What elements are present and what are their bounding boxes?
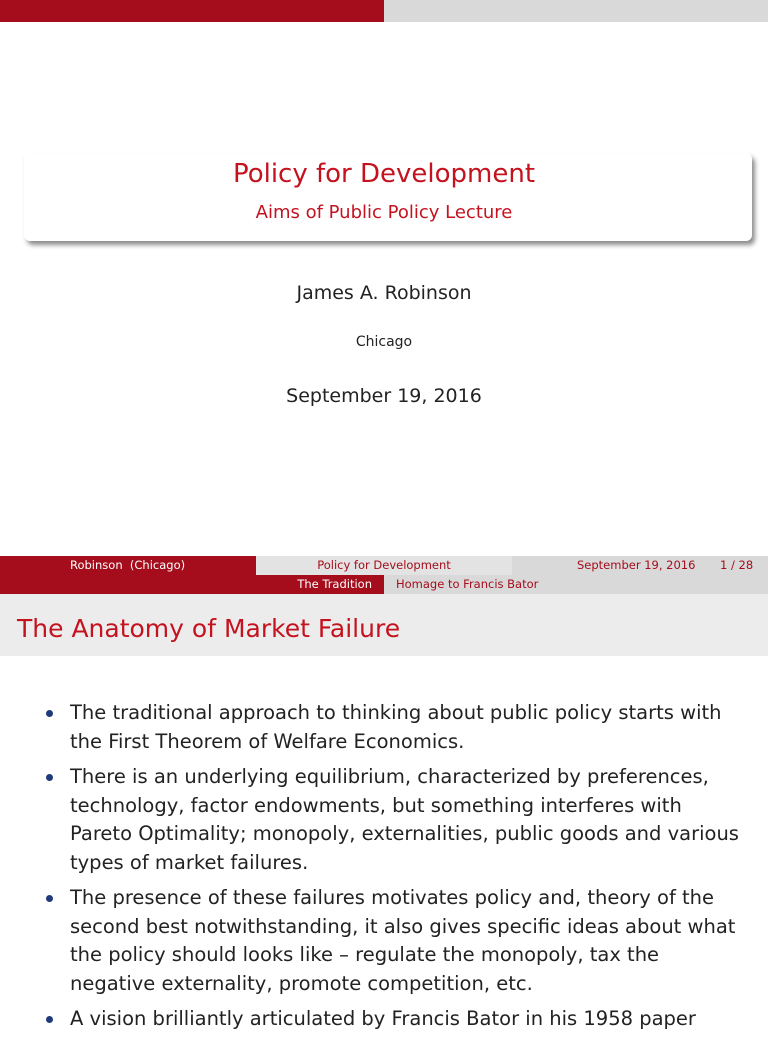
list-item bbox=[0, 884, 768, 998]
nav-subsection[interactable]: Homage to Francis Bator bbox=[396, 577, 539, 591]
bullet-icon bbox=[46, 1016, 53, 1023]
institute: Chicago bbox=[355, 334, 413, 350]
list-item bbox=[0, 1005, 768, 1034]
top-bar-red bbox=[0, 0, 384, 22]
footer-date: September 19, 2016 bbox=[577, 558, 696, 572]
bullet-icon bbox=[46, 774, 53, 781]
frame-title: The Anatomy of Market Failure bbox=[17, 614, 401, 643]
nav-section-box bbox=[0, 575, 384, 594]
bullet-icon bbox=[46, 710, 53, 717]
list-item bbox=[0, 699, 768, 756]
title-block bbox=[24, 153, 752, 241]
bullet-text: A vision brilliantly articulated by Francis Bator in his 1958 paper bbox=[70, 1007, 696, 1030]
footer-right-section bbox=[512, 556, 768, 575]
footer-title: Policy for Development bbox=[256, 556, 512, 575]
slide-subtitle: Aims of Public Policy Lecture bbox=[255, 202, 513, 223]
section-navigation bbox=[0, 575, 768, 594]
bullet-text: The presence of these failures motivates policy and, theory of the second best notwithstanding, it also gives specific ideas about what the policy should looks like – regulate the monopoly, tax the negative externality, promote competition, etc. bbox=[70, 886, 736, 995]
list-item bbox=[0, 763, 768, 877]
footer-author-section bbox=[0, 556, 256, 575]
bullet-text: The traditional approach to thinking about public policy starts with the First Theorem of Welfare Economics. bbox=[70, 701, 722, 753]
top-bar-grey bbox=[384, 0, 768, 22]
bullet-icon bbox=[46, 895, 53, 902]
frame-title-bar bbox=[0, 594, 768, 656]
slide-title: Policy for Development bbox=[232, 159, 536, 189]
bullet-list bbox=[0, 699, 768, 1041]
nav-subsection-box bbox=[384, 575, 768, 594]
top-bar bbox=[0, 0, 768, 22]
footer-author: Robinson (Chicago) bbox=[70, 558, 186, 572]
presentation-date: September 19, 2016 bbox=[286, 385, 482, 407]
bullet-text: There is an underlying equilibrium, characterized by preferences, technology, factor endowments, but something interferes with Pareto Optimality; monopoly, externalities, public goods and various types of market failures. bbox=[70, 765, 739, 874]
slide-footer bbox=[0, 556, 768, 575]
page-number: 1 / 28 bbox=[720, 558, 754, 572]
nav-section[interactable]: The Tradition bbox=[297, 577, 372, 591]
author: James A. Robinson bbox=[296, 282, 472, 304]
